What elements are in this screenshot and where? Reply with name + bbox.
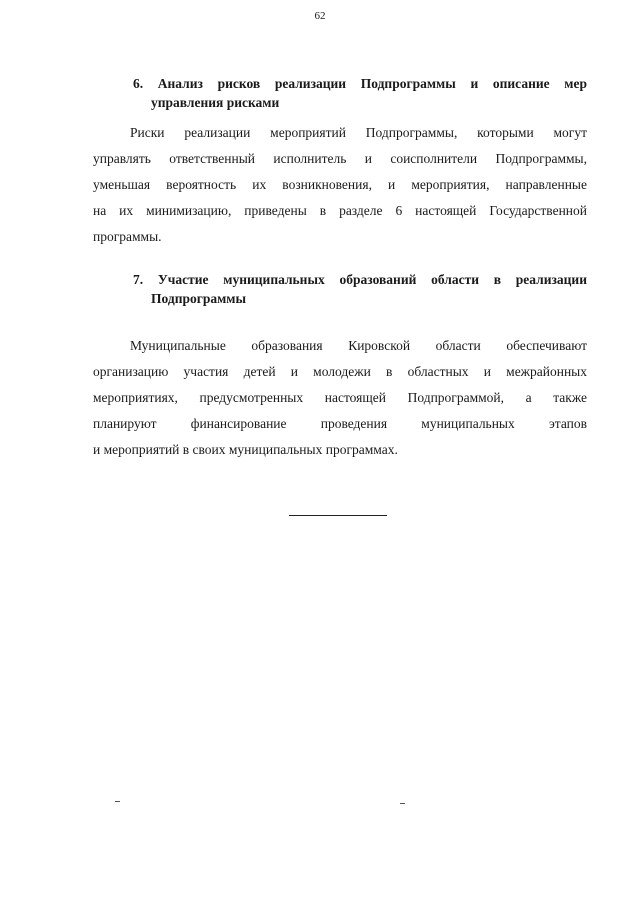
section-7-paragraph-line-4: планируют финансирование проведения муниципальных этапов: [93, 416, 587, 431]
section-6-paragraph-line-5: программы.: [93, 229, 162, 244]
section-6-paragraph-line-4: на их минимизацию, приведены в разделе 6 настоящей Государственной: [93, 203, 587, 218]
section-6-paragraph-line-2: управлять ответственный исполнитель и соисполнители Подпрограммы,: [93, 151, 587, 166]
page-number: 62: [314, 10, 326, 22]
section-7-paragraph-line-5: и мероприятий в своих муниципальных программах.: [93, 442, 398, 457]
section-6-heading-line-2: управления рисками: [151, 95, 280, 110]
section-6-heading: [133, 74, 587, 112]
scan-speck-right: [400, 803, 405, 804]
section-7-paragraph-line-3: мероприятиях, предусмотренных настоящей Подпрограммой, а также: [93, 390, 587, 405]
section-6-paragraph: [93, 120, 587, 250]
section-6-paragraph-line-1: Риски реализации мероприятий Подпрограммы, которыми могут: [130, 125, 587, 140]
section-7-paragraph-line-1: Муниципальные образования Кировской области обеспечивают: [130, 338, 587, 353]
end-of-section-rule: [289, 515, 387, 516]
section-7-heading-line-2: Подпрограммы: [151, 291, 247, 306]
section-7-heading-line-1: 7. Участие муниципальных образований области в реализации: [133, 272, 587, 287]
section-7-paragraph: [93, 333, 587, 463]
section-7-paragraph-line-2: организацию участия детей и молодежи в областных и межрайонных: [93, 364, 587, 379]
section-7-heading: [133, 270, 587, 308]
section-6-paragraph-line-3: уменьшая вероятность их возникновения, и мероприятия, направленные: [93, 177, 587, 192]
section-6-heading-line-1: 6. Анализ рисков реализации Подпрограммы и описание мер: [133, 76, 587, 91]
scan-speck-left: [115, 801, 120, 802]
